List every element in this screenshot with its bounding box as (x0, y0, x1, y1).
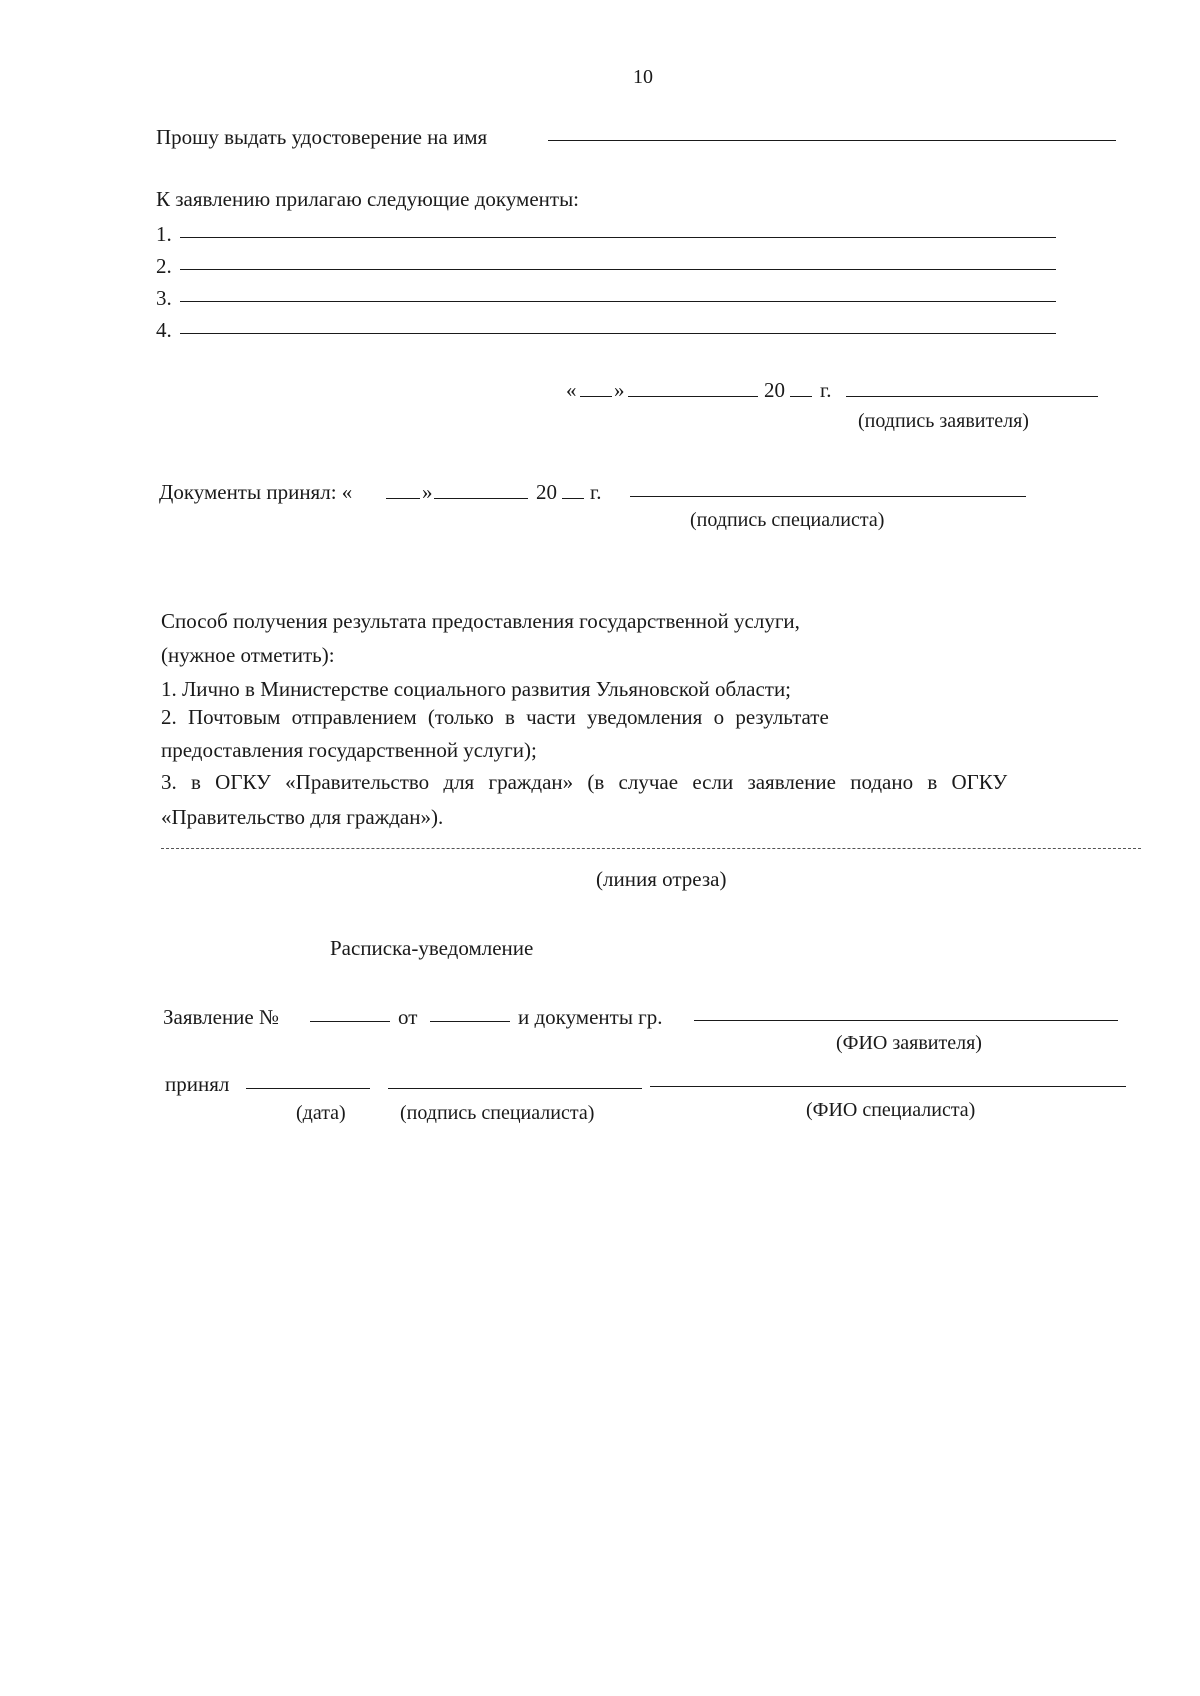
applicant-year-field[interactable] (790, 396, 812, 397)
receipt-specialist-fio-caption: (ФИО специалиста) (806, 1099, 976, 1121)
receipt-statement-date-field[interactable] (430, 1021, 510, 1022)
method-option-2-line-2: предоставления государственной услуги); (161, 738, 537, 762)
accepted-day-field[interactable] (386, 498, 420, 499)
accepted-year-field[interactable] (562, 498, 584, 499)
method-option-3-line-1: 3. в ОГКУ «Правительство для граждан» (в случае если заявление подано в ОГКУ (161, 770, 1008, 794)
receipt-statement-label: Заявление № (163, 1005, 280, 1029)
accepted-signature-caption: (подпись специалиста) (690, 509, 885, 531)
receipt-accepted-label: принял (165, 1072, 230, 1096)
receipt-applicant-fio-caption: (ФИО заявителя) (836, 1032, 982, 1054)
accepted-month-field[interactable] (434, 498, 528, 499)
applicant-signature-field[interactable] (846, 396, 1098, 397)
accepted-label: Документы принял: « (159, 480, 353, 504)
request-text: Прошу выдать удостоверение на имя (156, 125, 488, 149)
accepted-signature-field[interactable] (630, 496, 1026, 497)
receipt-title: Расписка-уведомление (330, 936, 534, 960)
applicant-date-quote-close: » (614, 378, 625, 402)
page-number: 10 (633, 66, 653, 88)
receipt-from-label: от (398, 1005, 418, 1029)
attachment-field-4[interactable] (180, 333, 1056, 334)
receipt-date-caption: (дата) (296, 1102, 346, 1124)
receipt-specialist-signature-caption: (подпись специалиста) (400, 1102, 595, 1124)
applicant-signature-caption: (подпись заявителя) (858, 410, 1029, 432)
receipt-specialist-fio-field[interactable] (650, 1086, 1126, 1087)
accepted-year-suffix: г. (590, 480, 602, 504)
accepted-year-prefix: 20 (536, 480, 557, 504)
receipt-accepted-date-field[interactable] (246, 1088, 370, 1089)
method-line-1: Способ получения результата предоставления государственной услуги, (161, 609, 800, 633)
receipt-specialist-signature-field[interactable] (388, 1088, 642, 1089)
attachment-field-2[interactable] (180, 269, 1056, 270)
request-name-field[interactable] (548, 140, 1116, 141)
attachment-field-3[interactable] (180, 301, 1056, 302)
attachment-number-2: 2. (156, 254, 172, 278)
attachment-number-1: 1. (156, 222, 172, 246)
applicant-month-field[interactable] (628, 396, 758, 397)
receipt-statement-number-field[interactable] (310, 1021, 390, 1022)
cut-line (161, 848, 1141, 849)
attachment-number-3: 3. (156, 286, 172, 310)
attachment-number-4: 4. (156, 318, 172, 342)
method-option-1: 1. Лично в Министерстве социального развития Ульяновской области; (161, 677, 792, 701)
applicant-date-quote-open: « (566, 378, 577, 402)
applicant-year-prefix: 20 (764, 378, 785, 402)
method-option-3-line-2: «Правительство для граждан»). (161, 805, 444, 829)
receipt-documents-label: и документы гр. (518, 1005, 663, 1029)
attachment-field-1[interactable] (180, 237, 1056, 238)
method-option-2-line-1: 2. Почтовым отправлением (только в части уведомления о результате (161, 705, 829, 729)
attachments-heading: К заявлению прилагаю следующие документы: (156, 187, 580, 211)
accepted-quote-close: » (422, 480, 433, 504)
applicant-year-suffix: г. (820, 378, 832, 402)
cut-line-caption: (линия отреза) (596, 867, 727, 891)
method-line-2: (нужное отметить): (161, 643, 335, 667)
applicant-day-field[interactable] (580, 396, 612, 397)
receipt-applicant-fio-field[interactable] (694, 1020, 1118, 1021)
